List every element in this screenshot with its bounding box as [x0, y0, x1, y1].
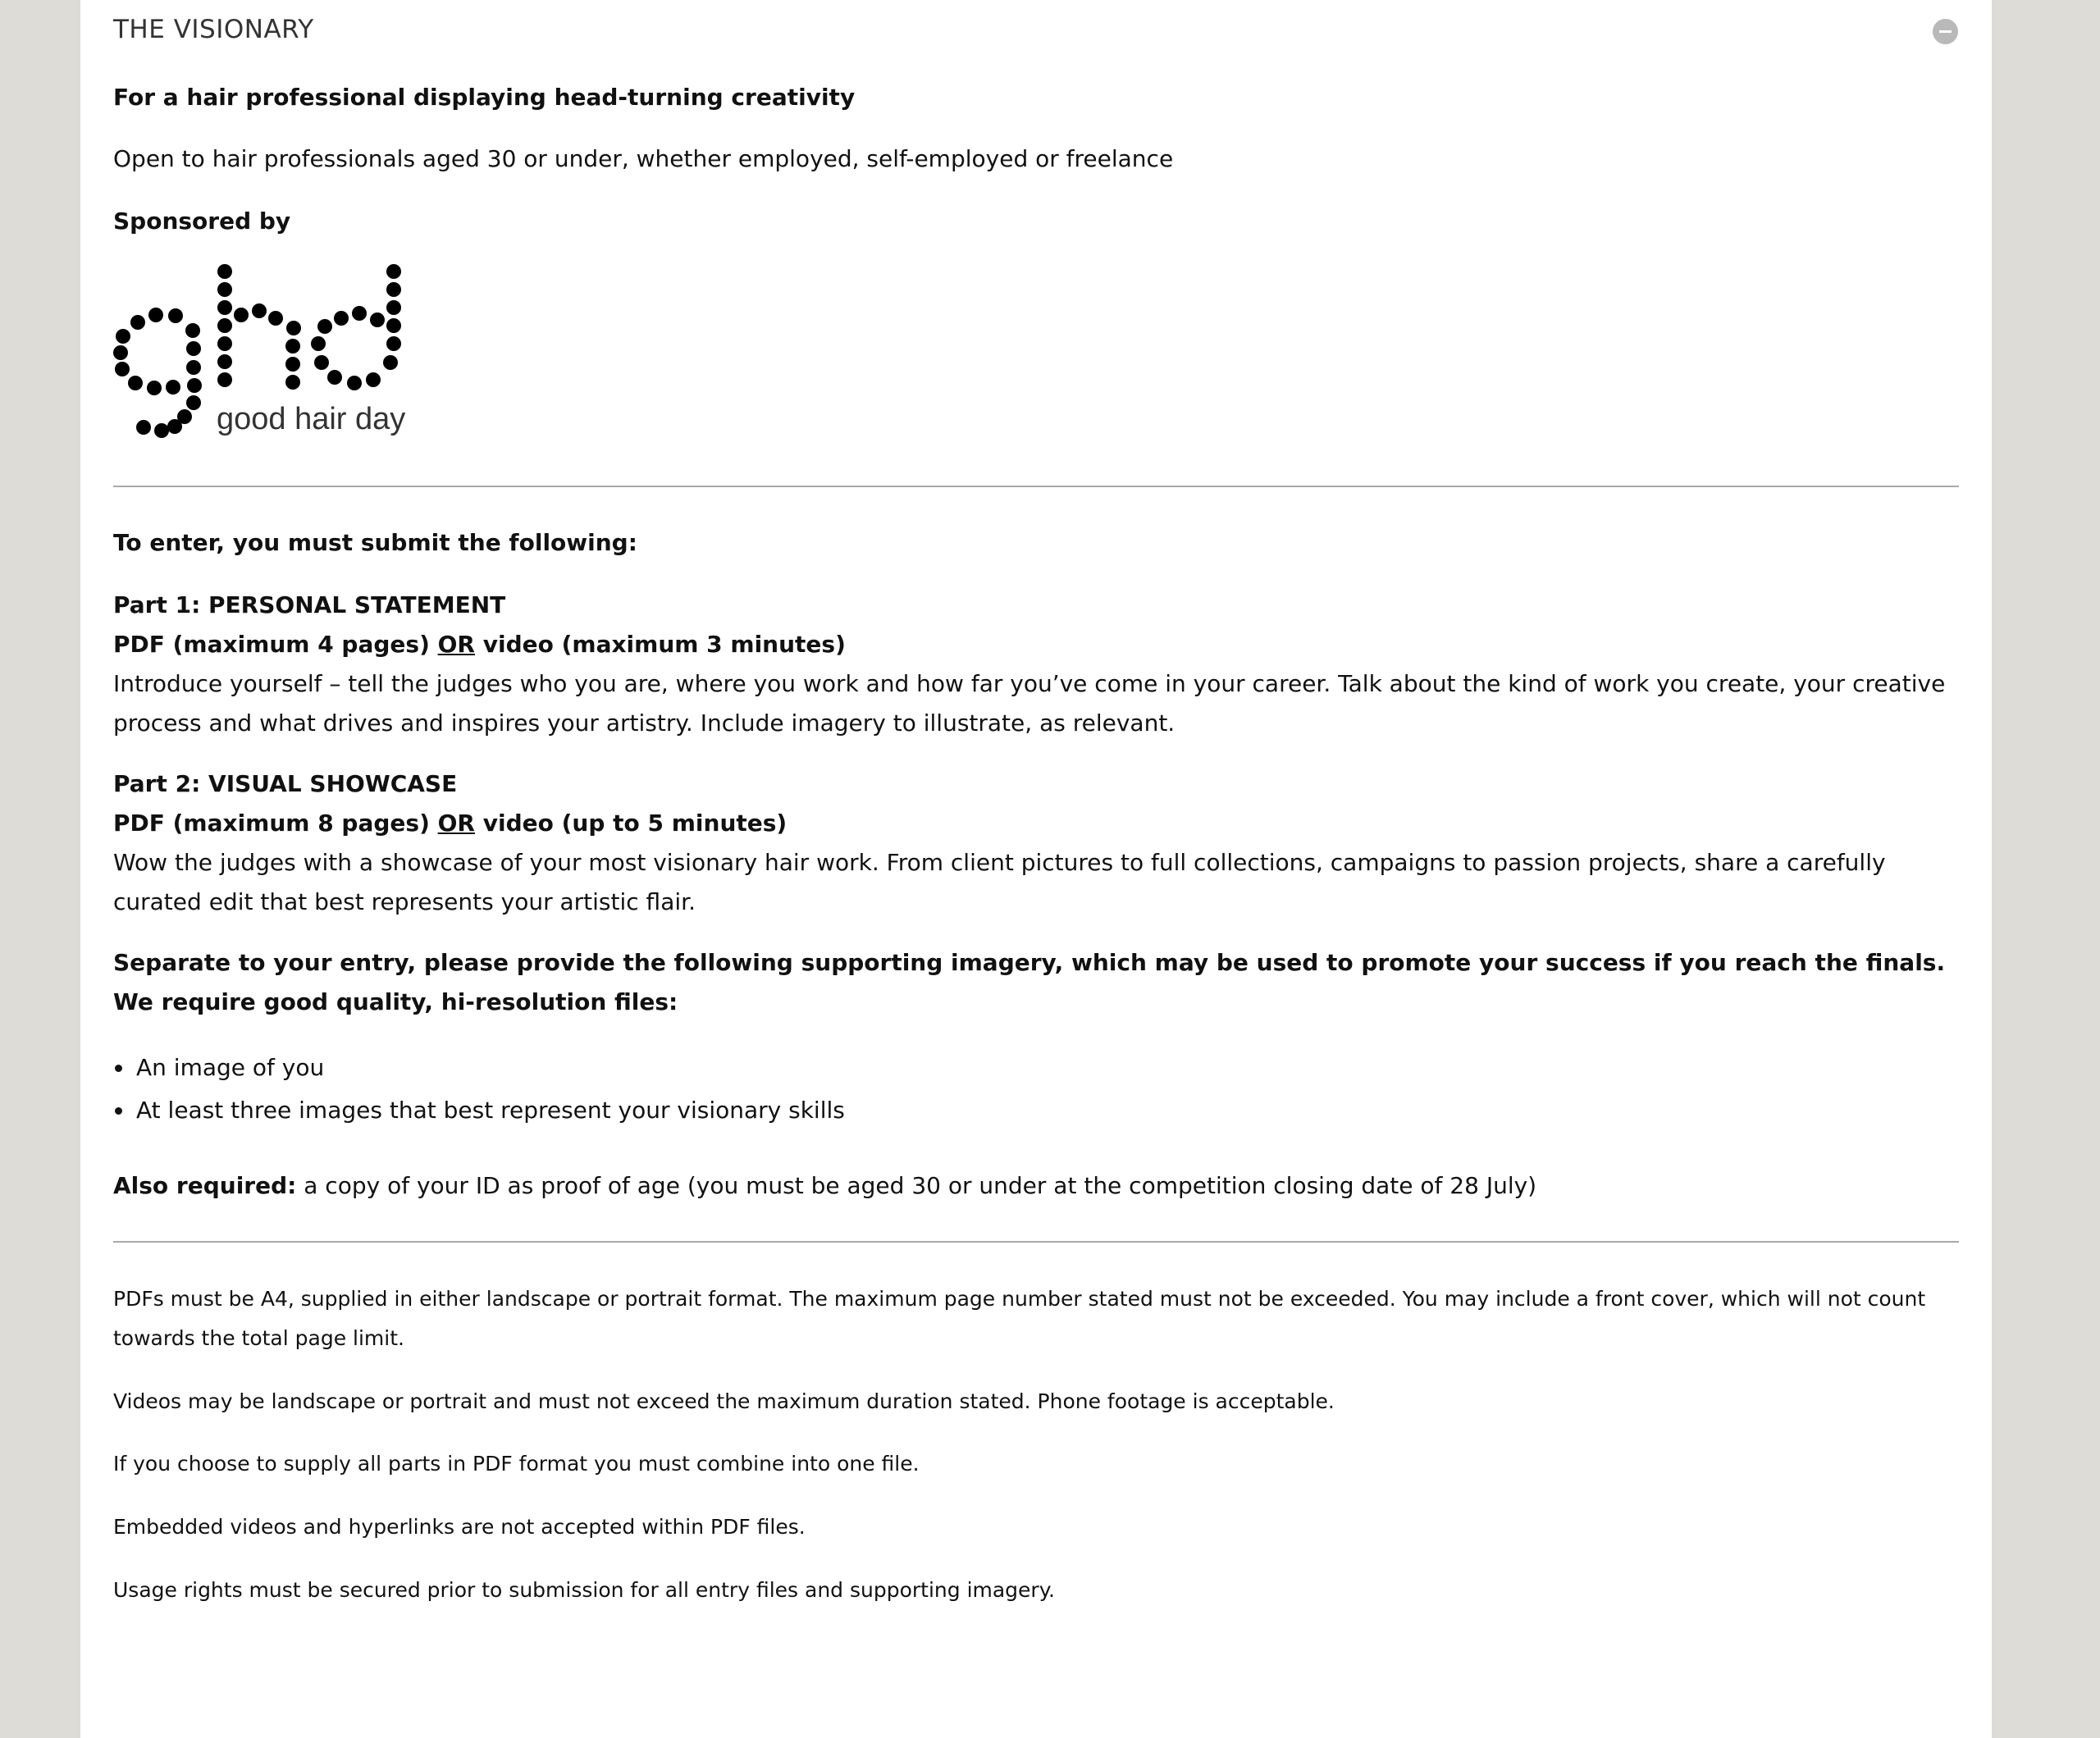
part1-description: Introduce yourself – tell the judges who you are, where you work and how far you’ve come in your career. Talk about the kind of work you create, your creative process and what drives and inspires your artistry. Include imagery to illustrate, as relevant. [113, 670, 1946, 737]
sponsored-by-label: Sponsored by [113, 208, 291, 235]
part2-format-video: video (up to 5 minutes) [482, 810, 788, 837]
section-tagline: For a hair professional displaying head-turning creativity [113, 84, 856, 111]
divider [113, 1241, 1959, 1243]
note-video-format: Videos may be landscape or portrait and must not exceed the maximum duration stated. Phone footage is acceptable. [113, 1389, 1335, 1413]
eligibility-text: Open to hair professionals aged 30 or under, whether employed, self-employed or freelance [113, 145, 1174, 172]
list-item: At least three images that best represent your visionary skills [113, 1089, 845, 1132]
requirements-intro: To enter, you must submit the following: [113, 529, 637, 556]
part1-format-video: video (maximum 3 minutes) [482, 631, 846, 658]
part1-title: Part 1: PERSONAL STATEMENT [113, 591, 506, 618]
also-required-text: a copy of your ID as proof of age (you must be aged 30 or under at the competition closing date of 28 July) [304, 1172, 1537, 1199]
part1-format-or: OR [437, 631, 475, 658]
part2-description: Wow the judges with a showcase of your most visionary hair work. From client pictures to full collections, campaigns to passion projects, share a carefully curated edit that best represents your artistic flair. [113, 849, 1886, 915]
note-embedded-media: Embedded videos and hyperlinks are not accepted within PDF files. [113, 1515, 806, 1539]
part2-title: Part 2: VISUAL SHOWCASE [113, 770, 458, 797]
also-required-label: Also required: [113, 1172, 297, 1199]
part1-format [113, 625, 846, 664]
list-item: An image of you [113, 1047, 845, 1089]
supporting-imagery-heading: Separate to your entry, please provide the following supporting imagery, which may be used to promote your success if you reach the finals. We require good quality, hi-resolution files: [113, 949, 1946, 1015]
part2-format-or: OR [437, 810, 475, 837]
ghd-logo [113, 261, 409, 443]
part1-format-pdf: PDF (maximum 4 pages) [113, 631, 430, 658]
ghd-wordmark: good hair day [217, 402, 406, 436]
part2-format-pdf: PDF (maximum 8 pages) [113, 810, 430, 837]
also-required [113, 1166, 1536, 1206]
supporting-imagery-list [113, 1047, 845, 1132]
note-combine-pdf: If you choose to supply all parts in PDF format you must combine into one file. [113, 1452, 920, 1476]
divider [113, 486, 1959, 487]
part2-format [113, 804, 787, 843]
content-panel [80, 0, 1992, 1738]
section-title[interactable]: THE VISIONARY [113, 15, 314, 44]
note-pdf-format: PDFs must be A4, supplied in either landscape or portrait format. The maximum page number stated must not be exceeded. You may include a front cover, which will not count towards the total page limit. [113, 1287, 1926, 1350]
minus-circle-icon[interactable] [1933, 19, 1958, 44]
note-usage-rights: Usage rights must be secured prior to submission for all entry files and supporting imagery. [113, 1578, 1055, 1602]
